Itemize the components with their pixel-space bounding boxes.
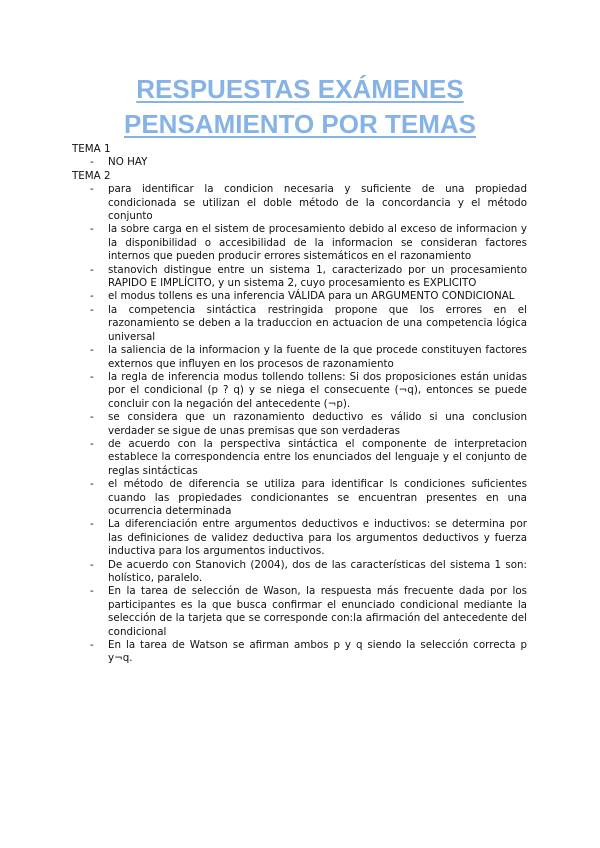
dash-bullet: - xyxy=(90,303,94,316)
dash-bullet: - xyxy=(90,558,94,571)
dash-bullet: - xyxy=(90,639,94,652)
dash-bullet: - xyxy=(90,370,94,383)
dash-bullet: - xyxy=(90,437,94,450)
list-item-text: stanovich distingue entre un sistema 1, caracterizado por un procesamiento RAPIDO E IMPLÍCITO, y un sistema 2, cuyo procesamiento es EXPLICITO xyxy=(108,263,527,290)
list-item xyxy=(72,639,527,666)
list-item xyxy=(72,585,527,639)
list-item xyxy=(72,290,527,303)
list-item-text: el método de diferencia se utiliza para identificar ls condiciones suficientes cuando las propiedades condicionantes se encuentran presentes en una ocurrencia determinada xyxy=(108,478,527,517)
section-heading: TEMA 2 xyxy=(72,169,111,182)
list-item-text: la regla de inferencia modus tollendo tollens: Si dos proposiciones están unidas por el condicional (p ? q) y se niega el consecuente (¬q), entonces se puede concluir con la negación del antecedente (¬p). xyxy=(108,370,527,410)
list-item-text: En la tarea de selección de Wason, la respuesta más frecuente dada por los participantes es la que busca confirmar el enunciado condicional mediante la selección de la tarjeta que se corresponde con:la afirmación del antecedente del condicional xyxy=(108,585,527,638)
list-item-text: NO HAY xyxy=(108,156,148,169)
list-item-text: La diferenciación entre argumentos deductivos e inductivos: se determina por las definiciones de validez deductiva para los argumentos deductivos y fuerza inductiva para los argumentos inductivos. xyxy=(108,518,527,558)
list-item-text: En la tarea de Watson se afirman ambos p y q siendo la selección correcta p y¬q. xyxy=(108,639,527,665)
list-item-text: se considera que un razonamiento deductivo es válido si una conclusion verdader se sigue de unas premisas que son verdaderas xyxy=(108,411,527,437)
list-item xyxy=(72,183,527,223)
list-item-text: De acuerdo con Stanovich (2004), dos de las características del sistema 1 son: holístico, paralelo. xyxy=(108,558,527,584)
section-tema-1 xyxy=(72,143,527,170)
list-item xyxy=(72,223,527,263)
document-title-line-2: PENSAMIENTO POR TEMAS xyxy=(123,109,476,139)
list-item xyxy=(72,344,527,371)
dash-bullet: - xyxy=(90,411,94,424)
dash-bullet: - xyxy=(90,223,94,236)
list-item xyxy=(72,411,527,438)
list-item-text: de acuerdo con la perspectiva sintáctica el componente de interpretacion establece la correspondencia entre los enunciados del lenguaje y el conjunto de reglas sintácticas xyxy=(108,437,527,477)
list-item-text: el modus tollens es una inferencia VÁLIDA para un ARGUMENTO CONDICIONAL xyxy=(108,290,515,303)
bullet-list xyxy=(72,156,527,169)
list-item xyxy=(72,264,527,291)
dash-bullet: - xyxy=(90,263,94,276)
list-item-text: la sobre carga en el sistem de procesamiento debido al exceso de informacion y la disponibilidad o accesibilidad de la informacion se consideran factores internos que pueden producir errores sistemáticos en el razonamiento xyxy=(108,223,527,263)
bullet-list xyxy=(72,183,527,666)
section-heading: TEMA 1 xyxy=(72,143,111,155)
list-item-text: la saliencia de la informacion y la fuente de la que procede constituyen factores externos que influyen en los procesos de razonamiento xyxy=(108,344,527,370)
dash-bullet: - xyxy=(90,344,94,357)
list-item-text: la competencia sintáctica restringida propone que los errores en el razonamiento se deben a la traduccion en actuacion de una competencia lógica universal xyxy=(108,303,527,343)
list-item xyxy=(72,559,527,586)
list-item-text: para identificar la condicion necesaria y suficiente de una propiedad condicionada se utilizan el doble método de la concordancia y el método conjunto xyxy=(108,183,527,223)
dash-bullet: - xyxy=(90,156,94,169)
list-item xyxy=(72,478,527,518)
list-item xyxy=(72,371,527,411)
list-item xyxy=(72,156,527,169)
dash-bullet: - xyxy=(90,585,94,598)
list-item xyxy=(72,518,527,558)
dash-bullet: - xyxy=(90,478,94,491)
list-item xyxy=(72,304,527,344)
dash-bullet: - xyxy=(90,183,94,196)
list-item xyxy=(72,438,527,478)
document-body xyxy=(72,143,527,666)
dash-bullet: - xyxy=(90,518,94,531)
section-tema-2 xyxy=(72,170,527,666)
document-title-line-1: RESPUESTAS EXÁMENES xyxy=(136,74,464,104)
dash-bullet: - xyxy=(90,290,94,303)
